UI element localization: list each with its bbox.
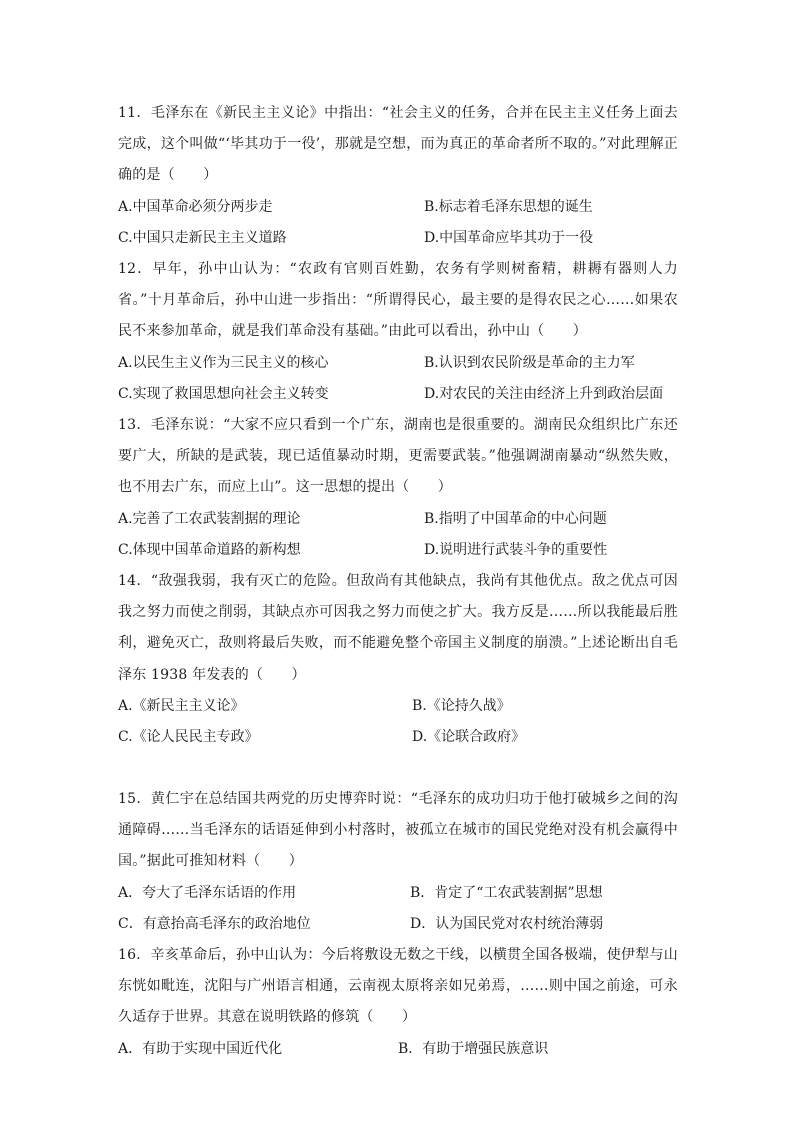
option-row: [118, 348, 678, 379]
question-11-stem: 11．毛泽东在《新民主主义论》中指出：“社会主义的任务，合并在民主主义任务上面去完成，这个叫做“‘毕其功于一役’，那就是空想，而为真正的革命者所不取的。”对此理解正确的是（ ）: [118, 105, 678, 184]
option-b: B.认识到农民阶级是革命的主力军: [424, 354, 635, 371]
option-c: C.中国只走新民主主义道路: [118, 229, 287, 246]
option-a: A.中国革命必须分两步走: [118, 198, 273, 215]
option-row: [118, 223, 678, 254]
question-12: [118, 254, 678, 410]
option-row: [118, 878, 678, 909]
option-d: D.对农民的关注由经济上升到政治层面: [424, 385, 664, 402]
option-a: A.以民生主义作为三民主义的核心: [118, 354, 329, 371]
question-15-options: [118, 878, 678, 940]
option-c: C.实现了救国思想向社会主义转变: [118, 385, 329, 402]
question-12-stem: 12．早年，孙中山认为：“农政有官则百姓勤，农务有学则树畜精，耕耨有器则人力省。”十月革命后，孙中山进一步指出：“所谓得民心，最主要的是得农民之心……如果农民不来参加革命，就是我们革命没有基础。”由此可以看出，孙中山（ ）: [118, 261, 678, 340]
option-b: B.指明了中国革命的中心问题: [424, 510, 607, 527]
option-row: [118, 722, 678, 753]
option-row: [118, 379, 678, 410]
question-13-options: [118, 504, 678, 566]
question-15: [118, 784, 678, 940]
option-c: C.《论人民民主专政》: [118, 729, 259, 745]
option-c: C．有意抬高毛泽东的政治地位: [118, 915, 311, 932]
option-a: A.《新民主主义论》: [118, 697, 245, 714]
option-d: D．认为国民党对农村统治薄弱: [410, 915, 604, 932]
question-14-options: [118, 691, 678, 753]
option-b: B.《论持久战》: [412, 697, 511, 714]
question-12-options: [118, 348, 678, 410]
question-15-stem: 15．黄仁宇在总结国共两党的历史博弈时说：“毛泽东的成功归功于他打破城乡之间的沟通障碍……当毛泽东的话语延伸到小村落时，被孤立在城市的国民党绝对没有机会赢得中国。”据此可推知材料（ ）: [118, 791, 678, 870]
question-13-stem: 13．毛泽东说：“大家不应只看到一个广东，湖南也是很重要的。湖南民众组织比广东还要广大，所缺的是武装，现已适值暴动时期，更需要武装。”他强调湖南暴动“纵然失败，也不用去广东，而应上山”。这一思想的提出（ ）: [118, 417, 678, 496]
option-d: D.中国革命应毕其功于一役: [424, 229, 594, 246]
option-a: A.完善了工农武装割据的理论: [118, 510, 301, 527]
option-d: D.《论联合政府》: [412, 729, 526, 745]
option-b: B．肯定了“工农武装割据”思想: [410, 884, 603, 901]
question-16: [118, 940, 678, 1065]
question-14: [118, 566, 678, 753]
option-d: D.说明进行武装斗争的重要性: [424, 541, 608, 558]
option-c: C.体现中国革命道路的新构想: [118, 541, 301, 558]
option-b: B．有助于增强民族意识: [398, 1040, 549, 1057]
option-row: [118, 691, 678, 722]
option-a: A．有助于实现中国近代化: [118, 1040, 283, 1057]
question-13: [118, 410, 678, 566]
question-16-stem: 16．辛亥革命后，孙中山认为：今后将敷设无数之干线，以横贯全国各极端，使伊犁与山东恍如毗连，沈阳与广州语言相通，云南视太原将亲如兄弟焉，……则中国之前途，可永久适存于世界。其意在说明铁路的修筑（ ）: [118, 947, 678, 1026]
option-row: [118, 1034, 678, 1065]
question-11-options: [118, 192, 678, 254]
question-14-stem: 14．“敌强我弱，我有灭亡的危险。但敌尚有其他缺点，我尚有其他优点。敌之优点可因我之努力而使之削弱，其缺点亦可因我之努力而使之扩大。我方反是……所以我能最后胜利，避免灭亡，敌则将最后失败，而不能避免整个帝国主义制度的崩溃。”上述论断出自毛泽东 1938 年发表的（ ）: [118, 573, 678, 683]
question-11: [118, 98, 678, 254]
option-row: [118, 192, 678, 223]
option-row: [118, 535, 678, 566]
option-a: A．夸大了毛泽东话语的作用: [118, 884, 297, 901]
option-row: [118, 504, 678, 535]
option-b: B.标志着毛泽东思想的诞生: [424, 198, 593, 215]
question-16-options: [118, 1034, 678, 1065]
option-row: [118, 909, 678, 940]
